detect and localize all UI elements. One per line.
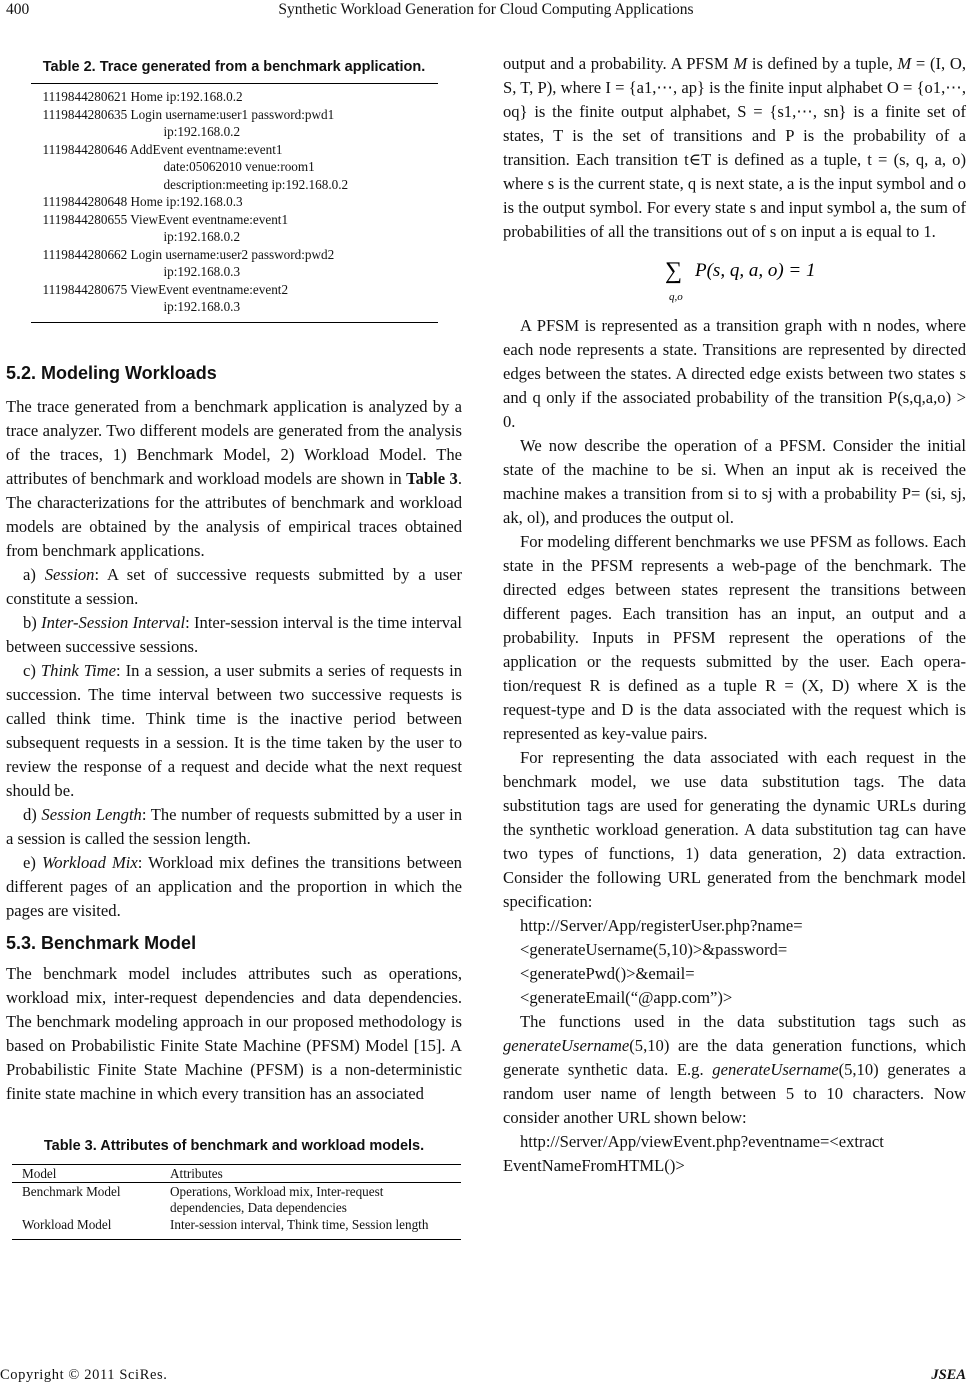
trace-line: 1119844280646 AddEvent eventname:event1 xyxy=(42,141,283,157)
trace-line-continuation: date:05062010 venue:room1 xyxy=(163,159,315,174)
section-5-2-paragraph: The trace generated from a benchmark application is analyzed by a trace analyzer. Two different models are generated from the analysis of the traces, 1) Benchmark Model, 2) Workload Model. The attributes of benchmark and workload models are shown in Table 3. The characterizations for the attributes of benchmark and workload models are obtained by the analysis of empirical traces obtained from benchmark applications. xyxy=(6,396,462,560)
section-5-2-heading: 5.2. Modeling Workloads xyxy=(6,362,217,383)
trace-line: 1119844280621 Home ip:192.168.0.2 xyxy=(42,89,243,104)
section-5-3-heading: 5.3. Benchmark Model xyxy=(6,932,197,953)
table3-cell-attributes: Operations, Workload mix, Inter-request dependencies, Data dependencies xyxy=(170,1183,384,1215)
table3-reference: Table 3 xyxy=(406,468,458,488)
register-url-example xyxy=(503,914,966,1010)
table-row xyxy=(12,1216,461,1240)
url-line: <generatePwd()>&email= xyxy=(520,964,695,983)
table3-cell-model: Benchmark Model xyxy=(22,1183,121,1199)
table2-caption: Table 2. Trace generated from a benchmark application. xyxy=(42,59,426,75)
probability-sum-formula xyxy=(503,244,966,314)
attribute-definition: a) Session: A set of successive requests submitted by a user constitute a session. xyxy=(6,564,462,608)
pfsm-definition-paragraph: output and a probability. A PFSM M is defined by a tuple, M = (I, O, S, T, P), where I = {a1,⋯, ap} is the finite input alphabet O = {o1,⋯, oq} is the finite output alphabet, S = {s1,⋯, sn} is a finite set of states, T is the set of transitions and P is the probability of a transition. Each transition t∈T is defined as a tuple, t = (s, q, a, o) where s is the current state, q is next state, a is the input symbol and o is the output symbol. For every state s and input symbol a, the sum of probabilities of all the transitions out of s on input a is equal to 1. xyxy=(503,54,966,241)
formula-subscript: q,o xyxy=(668,291,683,303)
table2-trace xyxy=(31,83,438,323)
right-column xyxy=(503,52,966,1178)
table3-header-attributes: Attributes xyxy=(160,1164,461,1182)
trace-line-continuation: ip:192.168.0.2 xyxy=(163,229,241,244)
page-header xyxy=(0,0,972,22)
trace-line-continuation: ip:192.168.0.3 xyxy=(163,299,241,314)
trace-line: 1119844280662 Login username:user2 password:pwd2 xyxy=(42,246,335,262)
transition-graph-paragraph: A PFSM is represented as a transition graph with n nodes, where each node represents a state. Transitions are represented by directed edges between the states. A directed edge exists between two states s and q only if the associated probability of the transition P(s,q,a,o) > 0. xyxy=(503,316,966,431)
table-row xyxy=(12,1182,461,1216)
attribute-definition: d) Session Length: The number of requests submitted by a user in a session is called the session length. xyxy=(6,804,462,848)
attribute-definition: b) Inter-Session Interval: Inter-session interval is the time interval between successive sessions. xyxy=(6,612,462,656)
running-title: Synthetic Workload Generation for Cloud Computing Applications xyxy=(278,1,694,18)
attribute-definition: e) Workload Mix: Workload mix defines the transitions between different pages of an application and the proportion in which the pages are visited. xyxy=(6,852,462,920)
data-substitution-paragraph: For representing the data associated with each request in the benchmark model, we use data substitution tags. The data substitution tags are used for generating the dynamic URLs during the synthetic workload generation. A data substitution tag can have two types of functions, 1) data generation, 2) data extraction. Consider the following URL generated from the benchmark model specification: xyxy=(503,748,966,911)
sum-symbol: ∑ xyxy=(664,258,682,284)
url-line: EventNameFromHTML()> xyxy=(503,1156,685,1175)
table3-cell-model: Workload Model xyxy=(12,1216,160,1240)
url-line: <generateEmail(“@app.com”)> xyxy=(520,988,733,1007)
generation-functions-paragraph: The functions used in the data substitution tags such as generateUsername(5,10) are the data generation functions, which generate synthetic data. E.g. generateUsername(5,10) generates a random user name of length between 5 to 10 characters. Now consider another URL shown below: xyxy=(503,1012,966,1127)
table3-caption: Table 3. Attributes of benchmark and workload models. xyxy=(43,1137,425,1154)
table3-header-model: Model xyxy=(12,1164,160,1182)
section-5-3-paragraph: The benchmark model includes attributes such as operations, workload mix, inter-request dependencies and data dependencies. The benchmark modeling approach in our proposed methodology is based on Probabilistic Finite State Machine (PFSM) Model [15]. A Probabilistic Finite State Machine (PFSM) is a non-deterministic finite state machine in which every transition has an associated xyxy=(6,963,462,1103)
left-column xyxy=(6,52,462,1240)
url-line: http://Server/App/registerUser.php?name= xyxy=(520,916,803,935)
view-event-url-example xyxy=(503,1130,966,1178)
page-number: 400 xyxy=(6,1,30,18)
attribute-definition: c) Think Time: In a session, a user submits a series of requests in succession. The time interval between two successive requests is called think time. Think time is the inactive period between subsequent requests in a session. It is the time taken by the user to review the response of a request and decide what the next request should be. xyxy=(6,660,463,800)
trace-line-continuation: ip:192.168.0.3 xyxy=(163,264,241,279)
url-line: http://Server/App/viewEvent.php?eventname=<extract xyxy=(520,1132,884,1151)
trace-line-continuation: description:meeting ip:192.168.0.2 xyxy=(163,176,349,192)
pfsm-operation-paragraph: We now describe the operation of a PFSM. Consider the initial state of the machine to be si. When an input ak is received the machine makes a transition from si to sj with a probability P= (si, sj, ak, ol), and produces the output ol. xyxy=(503,436,966,527)
trace-line-continuation: ip:192.168.0.2 xyxy=(163,124,241,139)
trace-line: 1119844280655 ViewEvent eventname:event1 xyxy=(42,211,289,227)
formula-body: P(s, q, a, o) = 1 xyxy=(694,260,815,281)
journal-name: JSEA xyxy=(931,1367,966,1383)
benchmark-modeling-paragraph: For modeling different benchmarks we use PFSM as follows. Each state in the PFSM represents a web-page of the benchmark. The directed edges between states represent the transitions between different pages. Each transition has an input, an output and a probability. Inputs in PFSM represent the operations of the application or the requests submitted by the user. Each operation/request R is defined as a tuple R = (X, D) where X is the request-type and D is the data associated with the request which is represented as key-value pairs. xyxy=(503,532,966,743)
copyright-notice: Copyright © 2011 SciRes. xyxy=(0,1367,168,1383)
trace-line: 1119844280648 Home ip:192.168.0.3 xyxy=(42,194,243,209)
table3-cell-attributes: Inter-session interval, Think time, Session length xyxy=(160,1216,461,1240)
attribute-definitions xyxy=(6,563,462,923)
url-line: <generateUsername(5,10)>&password= xyxy=(520,940,788,959)
trace-line: 1119844280635 Login username:user1 password:pwd1 xyxy=(42,106,335,122)
table3 xyxy=(12,1164,461,1240)
trace-line: 1119844280675 ViewEvent eventname:event2 xyxy=(42,281,289,297)
